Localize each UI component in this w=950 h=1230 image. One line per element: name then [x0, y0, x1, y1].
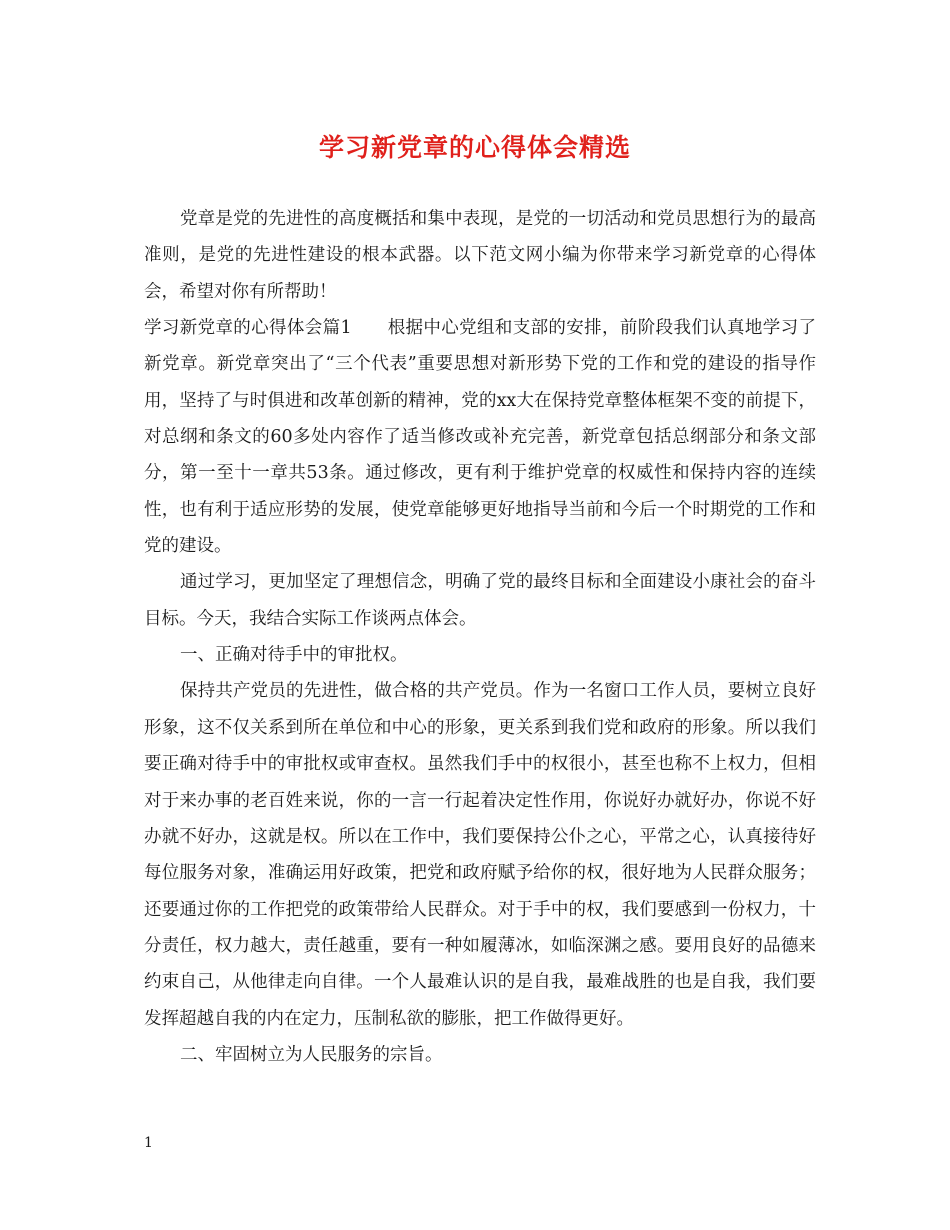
study-summary-paragraph: 通过学习，更加坚定了理想信念，明确了党的最终目标和全面建设小康社会的奋斗目标。今天，我结合实际工作谈两点体会。 — [144, 572, 816, 629]
section-heading-2: 二、牢固树立为人民服务的宗旨。 — [180, 1044, 443, 1065]
section-1-paragraph: 保持共产党员的先进性，做合格的共产党员。作为一名窗口工作人员，要树立良好形象，这不仅关系到所在单位和中心的形象，更关系到我们党和政府的形象。所以我们要正确对待手中的审批权或审查权。虽然我们手中的权很小，甚至也称不上权力，但相对于来办事的老百姓来说，你的一言一行起着决定性作用，你说好办就好办，你说不好办就不好办，这就是权。所以在工作中，我们要保持公仆之心，平常之心，认真接待好每位服务对象，准确运用好政策，把党和政府赋予给你的权，很好地为人民群众服务；还要通过你的工作把党的政策带给人民群众。对于手中的权，我们要感到一份权力，十分责任，权力越大，责任越重，要有一种如履薄冰，如临深渊之感。要用良好的品德来约束自己，从他律走向自律。一个人最难认识的是自我，最难战胜的也是自我，我们要发挥超越自我的内在定力，压制私欲的膨胀，把工作做得更好。 — [144, 681, 816, 1029]
article-1-paragraph: 学习新党章的心得体会篇1 根据中心党组和支部的安排，前阶段我们认真地学习了新党章。新党章突出了“三个代表”重要思想对新形势下党的工作和党的建设的指导作用，坚持了与时俱进和改革创新的精神，党的xx大在保持党章整体框架不变的前提下，对总纲和条文的60多处内容作了适当修改或补充完善，新党章包括总纲部分和条文部分，第一至十一章共53条。通过修改，更有利于维护党章的权威性和保持内容的连续性，也有利于适应形势的发展，使党章能够更好地指导当前和今后一个时期党的工作和党的建设。 — [144, 318, 816, 557]
document-body — [144, 201, 816, 1073]
section-heading-1: 一、正确对待手中的审批权。 — [180, 645, 408, 666]
page-number: 1 — [144, 1135, 153, 1151]
intro-paragraph: 党章是党的先进性的高度概括和集中表现，是党的一切活动和党员思想行为的最高准则，是党的先进性建设的根本武器。以下范文网小编为你带来学习新党章的心得体会，希望对你有所帮助！ — [144, 209, 816, 302]
document-title: 学习新党章的心得体会精选 — [318, 133, 631, 162]
